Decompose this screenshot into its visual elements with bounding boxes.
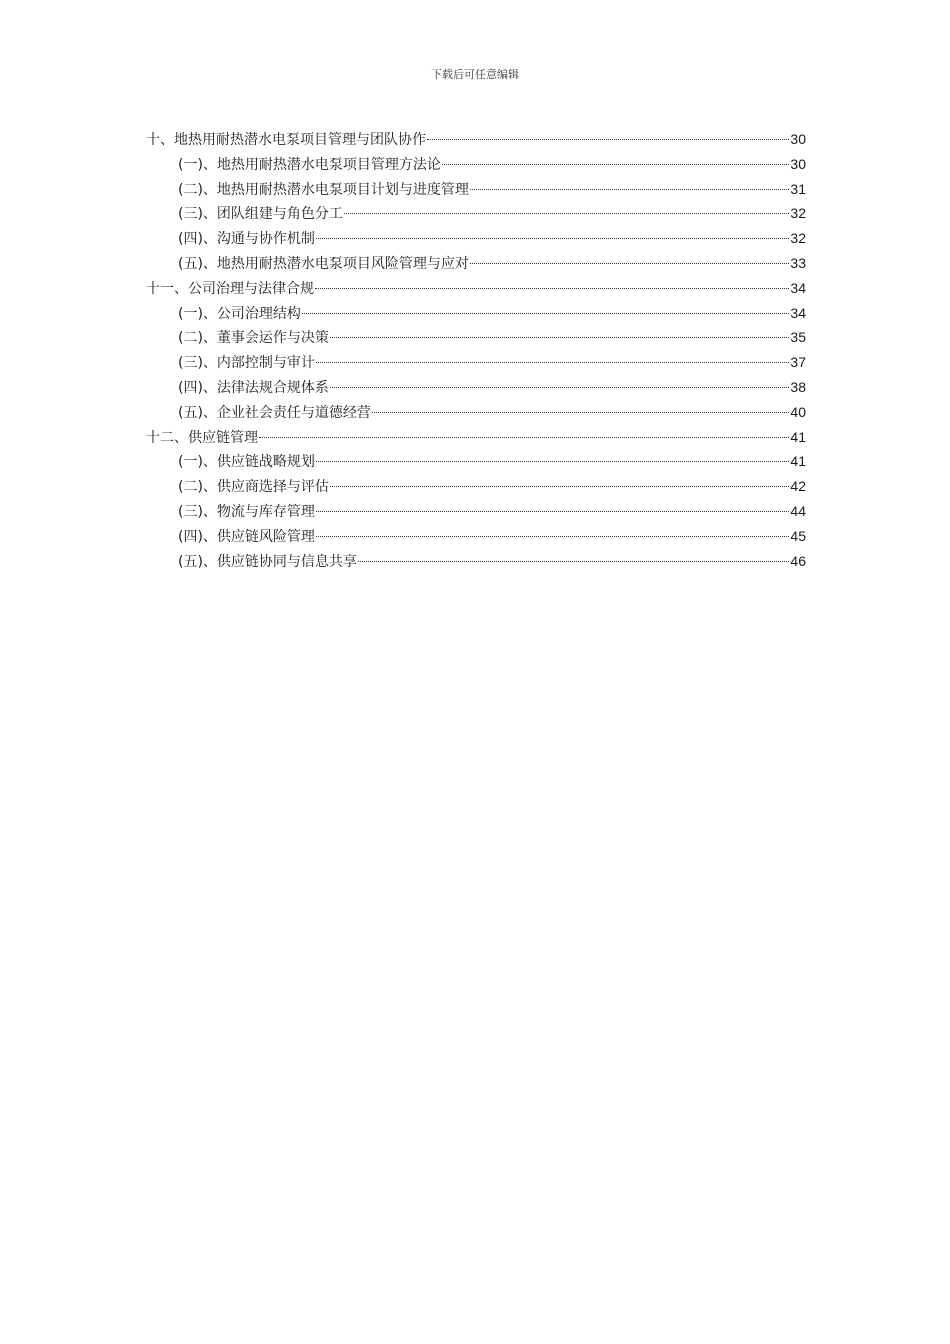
toc-entry-page: 34 <box>790 279 806 296</box>
toc-entry-label: (二)、供应商选择与评估 <box>178 479 329 496</box>
toc-entry-label: (四)、沟通与协作机制 <box>178 231 315 248</box>
toc-entry[interactable] <box>146 400 806 425</box>
toc-leader-dots <box>358 561 789 562</box>
toc-leader-dots <box>330 387 789 388</box>
toc-entry-label: (三)、物流与库存管理 <box>178 503 315 520</box>
toc-entry-page: 30 <box>790 155 806 172</box>
toc-entry[interactable] <box>146 301 806 326</box>
toc-entry-label: (三)、内部控制与审计 <box>178 355 315 372</box>
toc-entry-page: 32 <box>790 230 806 247</box>
toc-entry[interactable] <box>146 449 806 474</box>
toc-entry[interactable] <box>146 474 806 499</box>
toc-entry-page: 41 <box>790 453 806 470</box>
toc-entry-label: 十、地热用耐热潜水电泵项目管理与团队协作 <box>146 132 426 148</box>
toc-entry-label: 十一、公司治理与法律合规 <box>146 280 314 297</box>
toc-leader-dots <box>316 238 789 239</box>
toc-leader-dots <box>259 437 789 438</box>
toc-entry-page: 33 <box>790 254 806 271</box>
toc-entry-page: 44 <box>790 502 806 519</box>
toc-entry-label: 十二、供应链管理 <box>146 429 258 446</box>
toc-entry-page: 30 <box>790 131 806 147</box>
toc-leader-dots <box>316 461 789 462</box>
toc-entry-page: 46 <box>790 552 806 569</box>
toc-entry-label: (四)、供应链风险管理 <box>178 528 315 545</box>
toc-entry-label: (一)、供应链战略规划 <box>178 454 315 471</box>
toc-entry-page: 38 <box>790 378 806 395</box>
toc-leader-dots <box>442 164 789 165</box>
toc-entry[interactable] <box>146 524 806 549</box>
toc-leader-dots <box>315 288 789 289</box>
toc-entry-label: (一)、地热用耐热潜水电泵项目管理方法论 <box>178 156 441 173</box>
toc-entry[interactable] <box>146 226 806 251</box>
toc-entry[interactable] <box>146 350 806 375</box>
toc-leader-dots <box>427 139 789 140</box>
toc-entry-page: 42 <box>790 478 806 495</box>
toc-leader-dots <box>470 263 789 264</box>
toc-leader-dots <box>316 511 789 512</box>
toc-entry-page: 37 <box>790 354 806 371</box>
toc-entry[interactable] <box>146 499 806 524</box>
toc-leader-dots <box>316 362 789 363</box>
toc-leader-dots <box>316 536 789 537</box>
toc-leader-dots <box>470 189 789 190</box>
toc-entry[interactable] <box>146 152 806 177</box>
toc-entry-label: (五)、供应链协同与信息共享 <box>178 553 357 570</box>
toc-entry[interactable] <box>146 251 806 276</box>
toc-entry-label: (三)、团队组建与角色分工 <box>178 206 343 223</box>
toc-entry-label: (二)、地热用耐热潜水电泵项目计划与进度管理 <box>178 181 469 198</box>
toc-entry-page: 45 <box>790 527 806 544</box>
toc-entry[interactable] <box>146 201 806 226</box>
toc-entry[interactable] <box>146 375 806 400</box>
toc-entry[interactable] <box>146 425 806 450</box>
toc-entry-page: 31 <box>790 180 806 197</box>
toc-entry[interactable] <box>146 549 806 574</box>
toc-entry-label: (二)、董事会运作与决策 <box>178 330 329 347</box>
toc-leader-dots <box>372 412 789 413</box>
toc-entry-page: 40 <box>790 403 806 420</box>
toc-entry-label: (四)、法律法规合规体系 <box>178 379 329 396</box>
toc-entry-page: 35 <box>790 329 806 346</box>
toc-entry[interactable] <box>146 127 806 152</box>
page-header: 下载后可任意编辑 <box>431 68 519 81</box>
toc-leader-dots <box>302 313 789 314</box>
toc-entry-page: 32 <box>790 205 806 222</box>
table-of-contents <box>146 127 806 573</box>
toc-leader-dots <box>344 213 789 214</box>
toc-entry-label: (五)、地热用耐热潜水电泵项目风险管理与应对 <box>178 255 469 272</box>
toc-entry-label: (一)、公司治理结构 <box>178 305 301 322</box>
toc-entry[interactable] <box>146 276 806 301</box>
toc-entry-page: 41 <box>790 428 806 445</box>
toc-entry-label: (五)、企业社会责任与道德经营 <box>178 404 371 421</box>
toc-leader-dots <box>330 337 789 338</box>
toc-entry-page: 34 <box>790 304 806 321</box>
toc-entry[interactable] <box>146 325 806 350</box>
toc-entry[interactable] <box>146 177 806 202</box>
toc-leader-dots <box>330 486 789 487</box>
